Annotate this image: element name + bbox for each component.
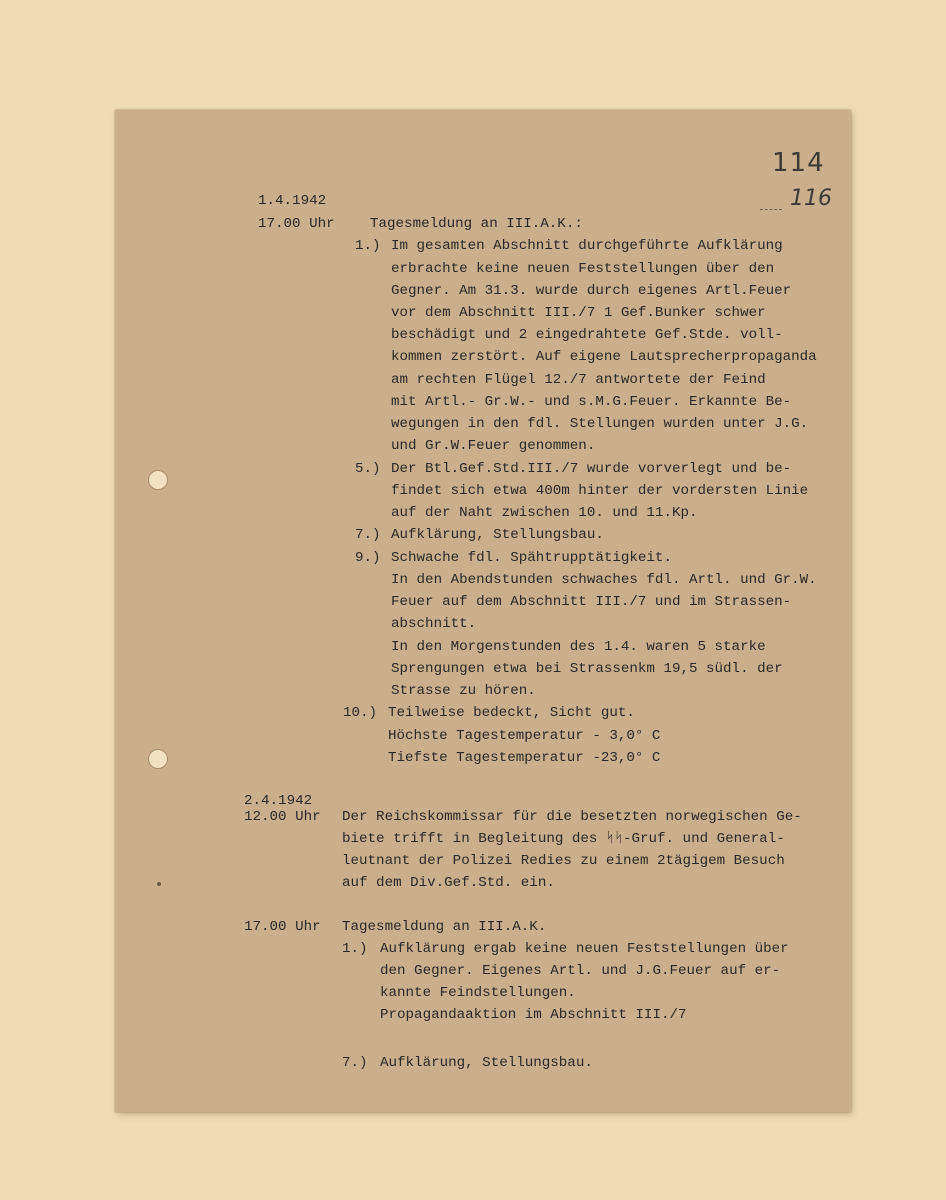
item-line: am rechten Flügel 12./7 antwortete der Feind (391, 372, 766, 388)
item-line: kommen zerstört. Auf eigene Lautsprecherpropaganda (391, 349, 817, 365)
item-line: Teilweise bedeckt, Sicht gut. (388, 705, 635, 721)
item-line: Aufklärung, Stellungsbau. (380, 1055, 593, 1071)
entry-line: auf dem Div.Gef.Std. ein. (342, 875, 555, 891)
crossed-out-number (760, 195, 782, 210)
item-number: 9.) (355, 550, 381, 566)
item-line: und Gr.W.Feuer genommen. (391, 438, 596, 454)
item-line: In den Morgenstunden des 1.4. waren 5 starke (391, 639, 766, 655)
item-line: Der Btl.Gef.Std.III./7 wurde vorverlegt und be- (391, 461, 792, 477)
entry-line: biete trifft in Begleitung des ᛋᛋ-Gruf. und General- (342, 831, 785, 847)
paper-mark (157, 882, 161, 886)
item-line: In den Abendstunden schwaches fdl. Artl. und Gr.W. (391, 572, 817, 588)
item-number: 5.) (355, 461, 381, 477)
item-line: mit Artl.- Gr.W.- und s.M.G.Feuer. Erkannte Be- (391, 394, 792, 410)
item-line: abschnitt. (391, 616, 477, 632)
item-number: 1.) (342, 941, 368, 957)
entry-line: Der Reichskommissar für die besetzten norwegischen Ge- (342, 809, 802, 825)
item-line: beschädigt und 2 eingedrahtete Gef.Stde. voll- (391, 327, 783, 343)
item-line: Gegner. Am 31.3. wurde durch eigenes Artl.Feuer (391, 283, 792, 299)
page-number-stamped: 114 (772, 148, 825, 178)
item-line: auf der Naht zwischen 10. und 11.Kp. (391, 505, 698, 521)
item-line: erbrachte keine neuen Feststellungen über den (391, 261, 775, 277)
item-number: 10.) (343, 705, 378, 721)
item-line: vor dem Abschnitt III./7 1 Gef.Bunker schwer (391, 305, 766, 321)
entry-heading: Tagesmeldung an III.A.K.: (370, 216, 583, 232)
punch-hole-lower (148, 749, 168, 769)
item-line: Aufklärung, Stellungsbau. (391, 527, 604, 543)
item-line: Höchste Tagestemperatur - 3,0° C (388, 728, 661, 744)
item-line: Im gesamten Abschnitt durchgeführte Aufklärung (391, 238, 783, 254)
item-line: Feuer auf dem Abschnitt III./7 und im Strassen- (391, 594, 792, 610)
item-line: Propagandaaktion im Abschnitt III./7 (380, 1007, 687, 1023)
item-line: findet sich etwa 400m hinter der vordersten Linie (391, 483, 809, 499)
entry-time: 17.00 Uhr (244, 919, 321, 935)
item-number: 7.) (355, 527, 381, 543)
page-number-handwritten: 116 (790, 186, 832, 211)
item-line: kannte Feindstellungen. (380, 985, 576, 1001)
entry-time: 12.00 Uhr (244, 809, 321, 825)
item-line: Tiefste Tagestemperatur -23,0° C (388, 750, 661, 766)
item-number: 1.) (355, 238, 381, 254)
entry-heading: Tagesmeldung an III.A.K. (342, 919, 547, 935)
item-line: wegungen in den fdl. Stellungen wurden unter J.G. (391, 416, 809, 432)
item-line: Sprengungen etwa bei Strassenkm 19,5 südl. der (391, 661, 783, 677)
item-line: Strasse zu hören. (391, 683, 536, 699)
item-line: den Gegner. Eigenes Artl. und J.G.Feuer auf er- (380, 963, 781, 979)
entry-date: 2.4.1942 (244, 793, 313, 809)
item-line: Aufklärung ergab keine neuen Feststellungen über (380, 941, 789, 957)
entry-line: leutnant der Polizei Redies zu einem 2tägigem Besuch (342, 853, 785, 869)
item-number: 7.) (342, 1055, 368, 1071)
entry-time: 17.00 Uhr (258, 216, 335, 232)
punch-hole-upper (148, 470, 168, 490)
item-line: Schwache fdl. Spähtrupptätigkeit. (391, 550, 672, 566)
entry-date: 1.4.1942 (258, 193, 327, 209)
